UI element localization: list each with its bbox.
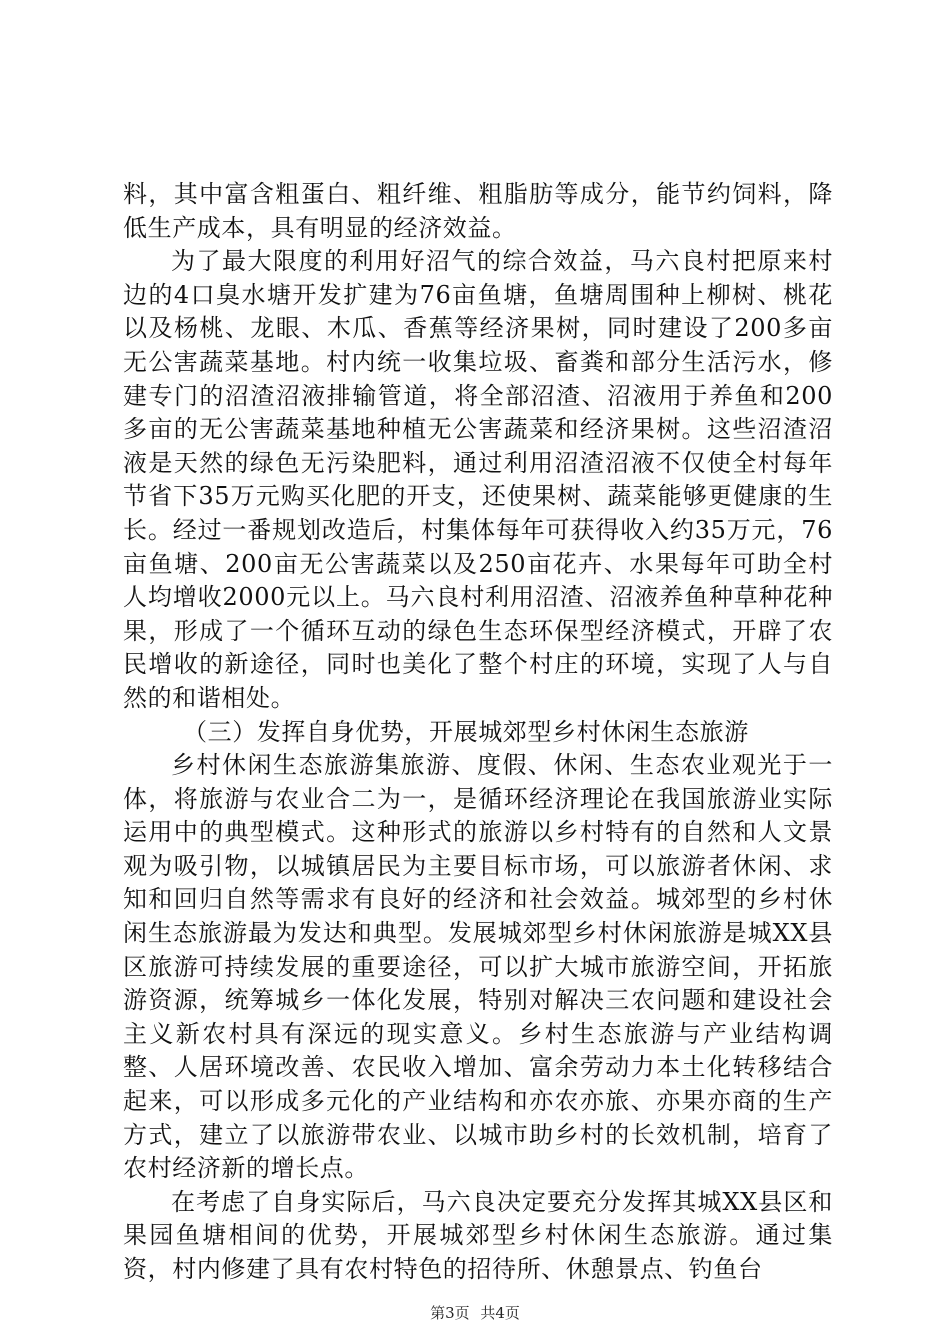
page-footer	[0, 1302, 950, 1323]
paragraph-rural-tourism: 乡村休闲生态旅游集旅游、度假、休闲、生态农业观光于一体，将旅游与农业合二为一，是循环经济理论在我国旅游业实际运用中的典型模式。这种形式的旅游以乡村特有的自然和人文景观为吸引物，以城镇居民为主要目标市场，可以旅游者休闲、求知和回归自然等需求有良好的经济和社会效益。城郊型的乡村休闲生态旅游最为发达和典型。发展城郊型乡村休闲旅游是城XX县区旅游可持续发展的重要途径，可以扩大城市旅游空间，开拓旅游资源，统筹城乡一体化发展，特别对解决三农问题和建设社会主义新农村具有深远的现实意义。乡村生态旅游与产业结构调整、人居环境改善、农民收入增加、富余劳动力本土化转移结合起来，可以形成多元化的产业结构和亦农亦旅、亦果亦商的生产方式，建立了以旅游带农业、以城市助乡村的长效机制，培育了农村经济新的增长点。	[123, 751, 833, 1183]
page-total: 共4页	[480, 1304, 520, 1322]
document-body	[123, 178, 833, 1287]
page-number: 第3页	[430, 1304, 470, 1322]
section-heading: （三）发挥自身优势，开展城郊型乡村休闲生态旅游	[183, 717, 749, 746]
paragraph-continuation: 料，其中富含粗蛋白、粗纤维、粗脂肪等成分，能节约饲料，降低生产成本，具有明显的经济效益。	[123, 180, 833, 242]
paragraph-biogas-fishpond: 为了最大限度的利用好沼气的综合效益，马六良村把原来村边的4口臭水塘开发扩建为76亩鱼塘，鱼塘周围种上柳树、桃花以及杨桃、龙眼、木瓜、香蕉等经济果树，同时建设了200多亩无公害蔬菜基地。村内统一收集垃圾、畜粪和部分生活污水，修建专门的沼渣沼液排输管道，将全部沼渣、沼液用于养鱼和200多亩的无公害蔬菜基地种植无公害蔬菜和经济果树。这些沼渣沼液是天然的绿色无污染肥料，通过利用沼渣沼液不仅使全村每年节省下35万元购买化肥的开支，还使果树、蔬菜能够更健康的生长。经过一番规划改造后，村集体每年可获得收入约35万元，76亩鱼塘、200亩无公害蔬菜以及250亩花卉、水果每年可助全村人均增收2000元以上。马六良村利用沼渣、沼液养鱼种草种花种果，形成了一个循环互动的绿色生态环保型经济模式，开辟了农民增收的新途径，同时也美化了整个村庄的环境，实现了人与自然的和谐相处。	[123, 247, 833, 712]
paragraph-village-decision: 在考虑了自身实际后，马六良决定要充分发挥其城XX县区和果园鱼塘相间的优势，开展城郊型乡村休闲生态旅游。通过集资，村内修建了具有农村特色的招待所、休憩景点、钓鱼台	[123, 1187, 833, 1283]
